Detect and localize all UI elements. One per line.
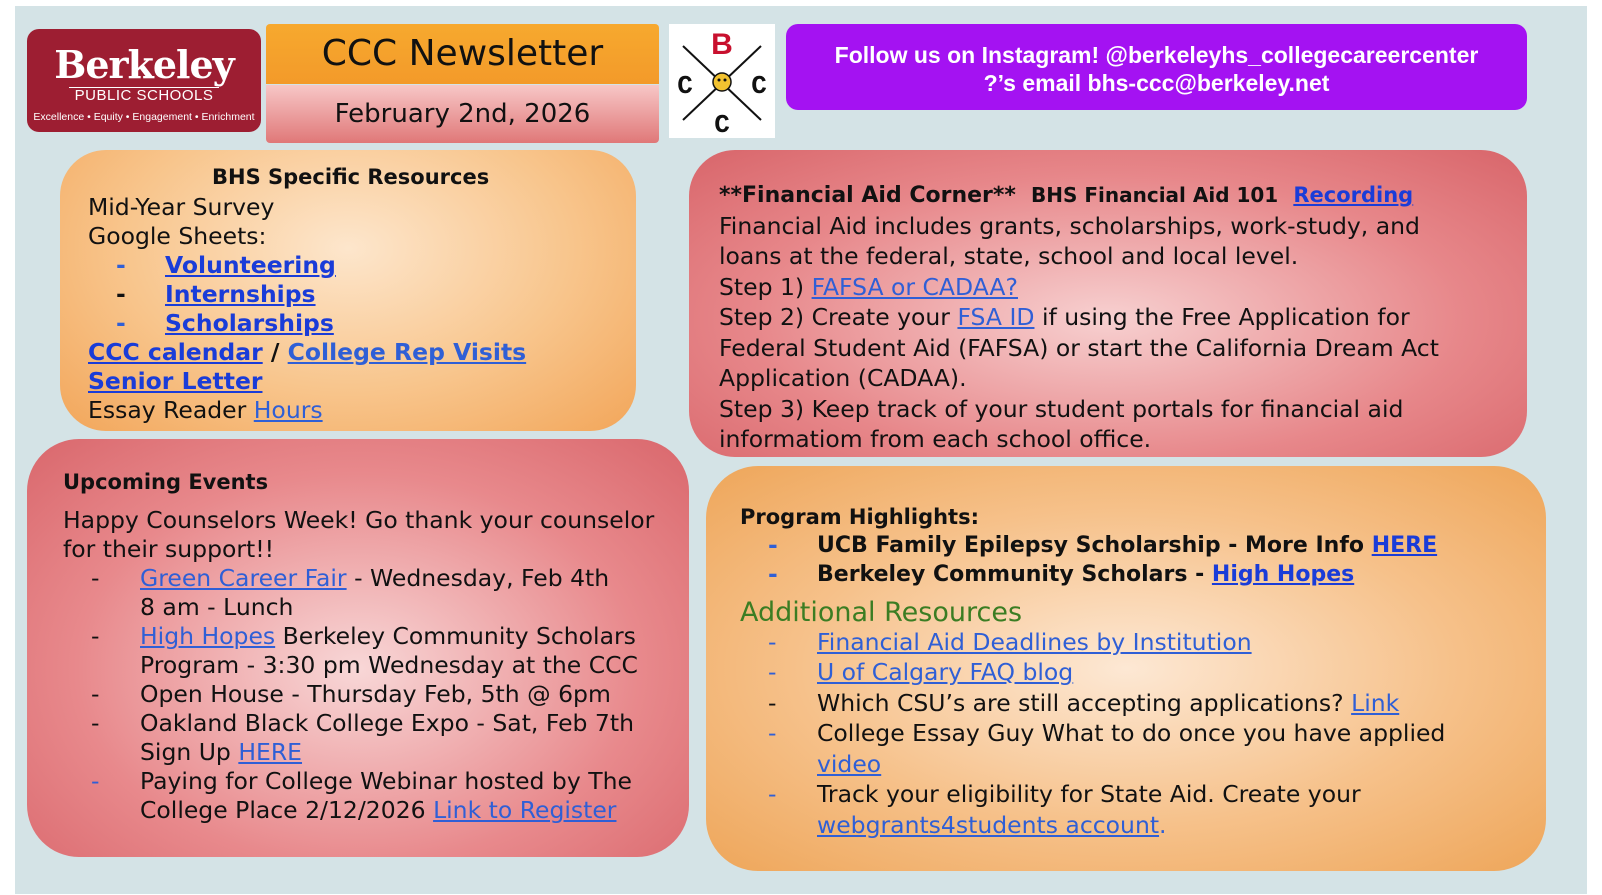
berkeley-public-schools-logo <box>27 29 261 132</box>
list-bullet: - <box>768 531 778 559</box>
high-hopes-link[interactable]: High Hopes <box>140 622 276 650</box>
webinar-date: College Place 2/12/2026 <box>140 796 434 824</box>
csu-applications-link[interactable]: Link <box>1351 689 1400 717</box>
essay-guy-text: College Essay Guy What to do once you have applied <box>817 719 1446 747</box>
step2-rest: if using the Free Application for <box>1034 303 1410 331</box>
financial-aid-intro-2: loans at the federal, state, school and local level. <box>719 242 1299 270</box>
newsletter-slide <box>15 6 1587 894</box>
volunteering-link[interactable]: Volunteering <box>165 251 336 279</box>
program-highlights-panel <box>706 466 1546 871</box>
list-bullet: - <box>116 251 126 279</box>
step1-label: Step 1) <box>719 273 812 301</box>
newsletter-date: February 2nd, 2026 <box>334 99 591 129</box>
community-scholars-link[interactable]: High Hopes <box>1211 562 1355 587</box>
financial-aid-recording-link[interactable]: Recording <box>1293 183 1414 207</box>
epilepsy-scholarship-link[interactable]: HERE <box>1371 533 1438 558</box>
ccc-calendar-link[interactable]: CCC calendar <box>88 338 263 366</box>
fafsa-or-cadaa-link[interactable]: FAFSA or CADAA? <box>811 273 1018 301</box>
financial-aid-deadlines-link[interactable]: Financial Aid Deadlines by Institution <box>817 628 1252 656</box>
ccc-logo-left-letter: C <box>677 71 693 101</box>
bhs-resources-panel <box>60 150 636 431</box>
sign-up-label: Sign Up <box>140 738 239 766</box>
webinar-event: Paying for College Webinar hosted by The <box>140 767 632 795</box>
step2-label: Step 2) Create your <box>719 303 958 331</box>
ccc-logo-right-letter: C <box>751 71 767 101</box>
google-sheets-label: Google Sheets: <box>88 222 267 250</box>
program-highlights-heading: Program Highlights: <box>740 505 979 529</box>
list-bullet: - <box>768 689 777 717</box>
epilepsy-scholarship-text: UCB Family Epilepsy Scholarship - More Info <box>817 533 1372 558</box>
college-rep-visits-link[interactable]: College Rep Visits <box>287 338 527 366</box>
state-aid-text: Track your eligibility for State Aid. Create your <box>817 780 1361 808</box>
green-career-fair-date: - Wednesday, Feb 4th <box>346 564 610 592</box>
open-house-event: Open House - Thursday Feb, 5th @ 6pm <box>140 680 611 708</box>
logo-public-schools-text: PUBLIC SCHOOLS <box>69 87 220 104</box>
step2-line2: Federal Student Aid (FAFSA) or start the California Dream Act <box>719 334 1439 362</box>
financial-aid-101-label: BHS Financial Aid 101 <box>1031 183 1279 207</box>
counselors-week-line1: Happy Counselors Week! Go thank your counselor <box>63 506 655 534</box>
email-contact-text: ?’s email bhs-ccc@berkeley.net <box>983 70 1330 96</box>
counselors-week-line2: for their support!! <box>63 535 275 563</box>
financial-aid-intro-1: Financial Aid includes grants, scholarships, work-study, and <box>719 212 1420 240</box>
list-bullet: - <box>768 719 777 747</box>
list-bullet: - <box>91 564 100 592</box>
list-bullet: - <box>116 280 126 308</box>
step2-line3: Application (CADAA). <box>719 364 967 392</box>
high-hopes-program-time: Program - 3:30 pm Wednesday at the CCC <box>140 651 638 679</box>
list-bullet: - <box>768 658 777 686</box>
essay-reader-label: Essay Reader <box>88 396 254 424</box>
green-career-fair-time: 8 am - Lunch <box>140 593 294 621</box>
newsletter-date-box <box>266 85 659 143</box>
ccc-logo-top-letter: B <box>711 28 733 61</box>
list-bullet: - <box>91 767 100 795</box>
financial-aid-panel <box>689 150 1527 457</box>
step3-line1: Step 3) Keep track of your student portals for financial aid <box>719 395 1404 423</box>
essay-guy-video-link[interactable]: video <box>817 750 882 778</box>
instagram-banner <box>786 24 1527 110</box>
list-bullet: - <box>91 680 100 708</box>
newsletter-title: CCC Newsletter <box>321 33 604 74</box>
csu-applications-text: Which CSU’s are still accepting applications? <box>817 689 1352 717</box>
internships-link[interactable]: Internships <box>165 280 316 308</box>
community-scholars-text: Berkeley Community Scholars - <box>817 562 1212 587</box>
list-bullet: - <box>91 709 100 737</box>
logo-berkeley-text: Berkeley <box>54 42 234 87</box>
oakland-expo-event: Oakland Black College Expo - Sat, Feb 7th <box>140 709 634 737</box>
list-bullet: - <box>768 628 777 656</box>
essay-reader-hours-link[interactable]: Hours <box>253 396 323 424</box>
list-bullet: - <box>91 622 100 650</box>
upcoming-events-panel <box>27 439 689 857</box>
webinar-register-link[interactable]: Link to Register <box>433 796 617 824</box>
list-bullet: - <box>116 309 126 337</box>
list-bullet: - <box>768 780 777 808</box>
mid-year-survey: Mid-Year Survey <box>88 193 275 221</box>
scholarships-link[interactable]: Scholarships <box>165 309 334 337</box>
additional-resources-heading: Additional Resources <box>740 597 1023 628</box>
fsa-id-link[interactable]: FSA ID <box>957 303 1035 331</box>
high-hopes-text: Berkeley Community Scholars <box>275 622 636 650</box>
list-bullet: - <box>768 560 778 588</box>
newsletter-title-box <box>266 24 659 84</box>
ccc-logo <box>669 24 775 138</box>
upcoming-events-heading: Upcoming Events <box>63 470 269 494</box>
link-separator: / <box>262 338 288 366</box>
financial-aid-corner-heading: **Financial Aid Corner** <box>719 183 1016 208</box>
state-aid-period: . <box>1159 811 1167 839</box>
green-career-fair-link[interactable]: Green Career Fair <box>140 564 347 592</box>
step3-line2: informatiom from each school office. <box>719 425 1152 453</box>
logo-tagline: Excellence • Equity • Engagement • Enrichment <box>33 111 255 123</box>
instagram-follow-text: Follow us on Instagram! @berkeleyhs_collegecareercenter <box>834 42 1479 68</box>
webgrants-account-link[interactable]: webgrants4students account <box>817 811 1160 839</box>
oakland-expo-signup-link[interactable]: HERE <box>238 738 303 766</box>
senior-letter-link[interactable]: Senior Letter <box>88 367 263 395</box>
bhs-resources-heading: BHS Specific Resources <box>212 165 490 189</box>
ccc-logo-bottom-letter: C <box>714 110 730 138</box>
calgary-faq-link[interactable]: U of Calgary FAQ blog <box>817 658 1074 686</box>
